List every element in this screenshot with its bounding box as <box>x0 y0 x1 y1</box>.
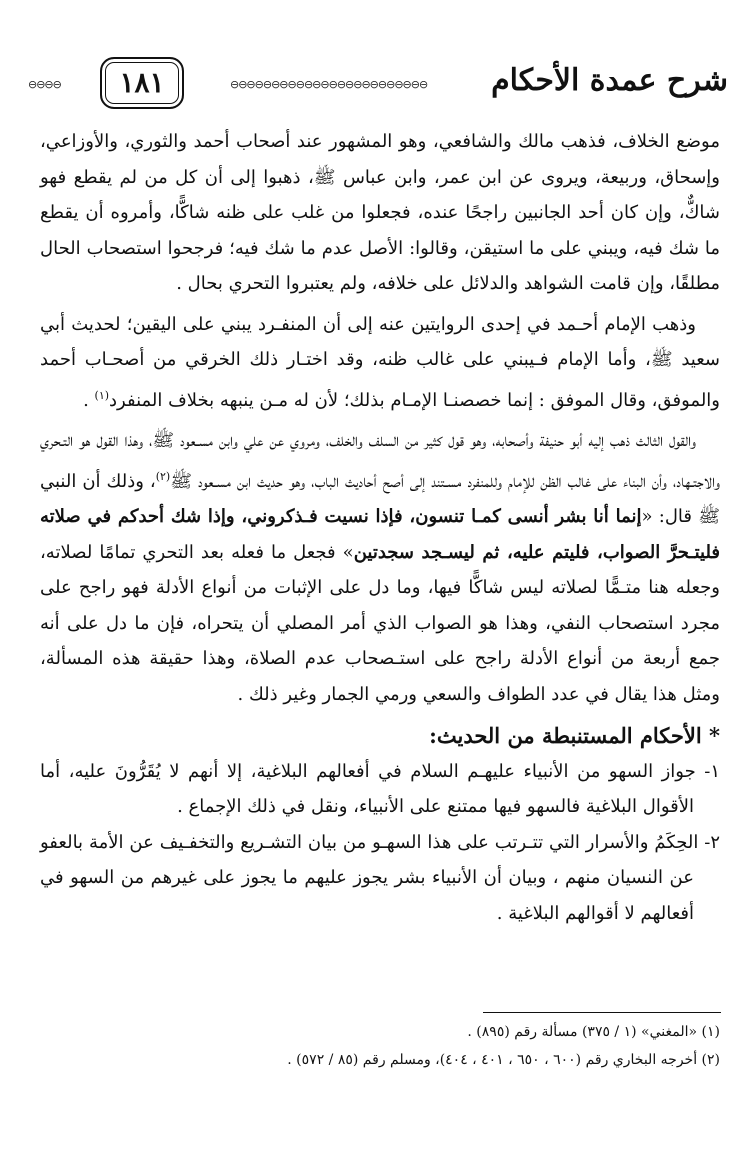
section-heading: * الأحكام المستنبطة من الحديث: <box>429 723 720 748</box>
paragraph-2 <box>40 307 720 419</box>
paragraph-3-text-b: ، وذلك أن النبي ﷺ قال: « <box>40 470 720 527</box>
paragraph-3-text-a: والقول الثالث ذهب إليه أبو حنيفة وأصحابه، وهو قول كثير من السلف والخلف، ومروي عن علي وابن مسـعود ﷺ، وهذا القول هو التـحري والاجتـهاد، وأن البناء على غالب الظن للإمام وللمنفرد مسـتند إلى أصح أحاديث الباب، وهو حديث ابن مسـعود ﷺ <box>40 430 720 492</box>
footnote-2: (٢) أخرجه البخاري رقم (٦٠٠ ، ٦٥٠ ، ٤٠١ ، ٤٠٤)، ومسلم رقم (٨٥ / ٥٧٢) . <box>287 1052 720 1068</box>
paragraph-3-text-c: » فجعل ما فعله بعد التحري تمامًا لصلاته، وجعله هنا متـمًّا لصلاته ليس شاكًّا فيها، وما دل على الإثبات من أنواع الأدلة فهو راجح على مجرد استصحاب النفي، وهذا هو الصواب الذي أمر المصلي أن يتحراه، فإن ما دل على أنه جمع أربعة من أنواع الأدلة راجح على استـصحاب عدم الصلاة، وهذا حقيقة هذه المسألة، ومثل هذا يقال في عدد الطواف والسعي ورمي الجمار وغير ذلك . <box>40 541 720 705</box>
paragraph-1: موضع الخلاف، فذهب مالك والشافعي، وهو المشهور عند أصحاب أحمد والثوري، والأوزاعي، وإسحاق، وربيعة، ويروى عن ابن عمر، وابن عباس ﷺ، ذهبوا إلى أن كل من لم يقطع فهو شاكٌّ، وإن كان أحد الجانبين راجحًا عنده، فجعلوا من غلب على ظنه شاكًّا، وأمروه أن يقطع ما شك فيه، ويبني على ما استيقن، وقالوا: الأصل عدم ما شك فيه؛ فرجحوا استصحاب الحال مطلقًا، وإن قامت الشواهد والدلائل على خلافه، ولم يعتبروا التحري بحال . <box>40 131 720 294</box>
footnote-1: (١) «المغني» (١ / ٣٧٥) مسألة رقم (٨٩٥) . <box>467 1024 720 1040</box>
paragraph-2-end: . <box>83 389 95 411</box>
list-item: ١- جواز السهو من الأنبياء عليهـم السلام في أفعالهم البلاغية، إلا أنهم لا يُقَرُّونَ عليه، أما الأقوال البلاغية فالسهو فيها ممتنع على الأنبياء، ونقل في ذلك الإجماع . <box>40 760 720 817</box>
footnotes <box>40 1018 720 1074</box>
page-number: ١٨١ <box>100 57 184 109</box>
main-text <box>40 124 720 931</box>
header-ornament-long: ⊖⊖⊖⊖⊖⊖⊖⊖⊖⊖⊖⊖⊖⊖⊖⊖⊖⊖⊖⊖⊖⊖⊖⊖ <box>230 81 428 89</box>
footnote-divider <box>483 1012 721 1013</box>
paragraph-3 <box>40 423 720 712</box>
book-title: شرح عمدة الأحكام <box>491 63 728 98</box>
footnote-ref-1: (١) <box>94 388 110 402</box>
paragraph-2-text: وذهب الإمام أحـمد في إحدى الروايتين عنه إلى أن المنفـرد يبني على اليقين؛ لحديث أبي سعيد ﷺ، وأما الإمام فـيبني على غالب ظنه، وقد اختـار ذلك الخرقي من أصحـاب أحمد والموفق، وقال الموفق : إنما خصصنـا الإمـام بذلك؛ لأن له مـن ينبهه بخلاف المنفرد <box>40 313 720 411</box>
header-ornament-short: ⊖⊖⊖⊖ <box>28 81 61 89</box>
footnote-ref-2: (٢) <box>155 469 171 483</box>
hadith-quote: إنما أنا بشر أنسى كمـا تنسون، فإذا نسيت فـذكروني، وإذا شك أحدكم في صلاته فليتـحرَّ الصواب، فليتم عليه، ثم ليسـجد سجدتين <box>40 506 721 563</box>
list-item: ٢- الحِكَمُ والأسرار التي تتـرتب على هذا السهـو من بيان التشـريع والتخفـيف عن الأمة بالعفو عن النسيان منهم ، وبيان أن الأنبياء بشر يجوز عليهم ما يجوز على غيرهم من السهو في أفعالهم لا أقوالهم البلاغية . <box>40 831 720 924</box>
page-header <box>28 55 728 115</box>
